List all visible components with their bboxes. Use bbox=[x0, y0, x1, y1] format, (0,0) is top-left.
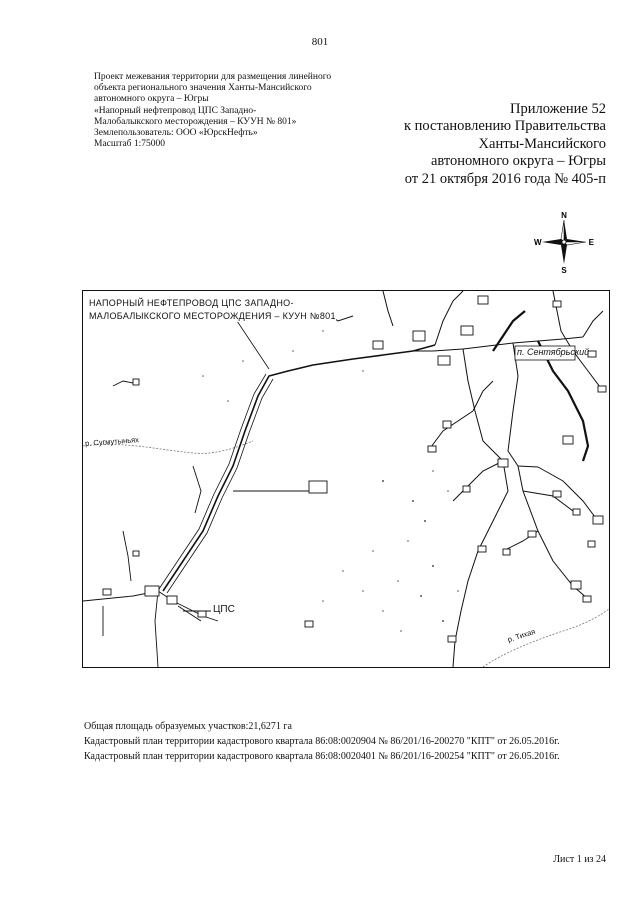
appendix-line: Приложение 52 bbox=[510, 101, 606, 117]
sheet-number: Лист 1 из 24 bbox=[553, 854, 606, 865]
footer-info bbox=[84, 720, 640, 764]
map-title-line: МАЛОБАЛЫКСКОГО МЕСТОРОЖДЕНИЯ – КУУН №801 bbox=[89, 310, 336, 321]
river-tikhaya-label: р. Тихая bbox=[506, 626, 537, 645]
settlement-roads bbox=[493, 311, 588, 461]
appendix-date: от 21 октября 2016 года № 405-п bbox=[404, 170, 606, 187]
project-info-line: Проект межевания территории для размещения линейного bbox=[94, 72, 332, 82]
compass-east-label: E bbox=[588, 238, 594, 247]
page-number: 801 bbox=[311, 36, 329, 48]
appendix-header bbox=[306, 101, 606, 188]
terrain-dots bbox=[202, 330, 459, 632]
project-info-line: автономного округа – Югры bbox=[94, 94, 209, 105]
compass-west-label: W bbox=[534, 238, 542, 247]
map-panel[interactable] bbox=[82, 290, 610, 668]
map-title-line: НАПОРНЫЙ НЕФТЕПРОВОД ЦПС ЗАПАДНО- bbox=[89, 298, 294, 308]
project-info-line: Малобалыкского месторождения – КУУН № 801» bbox=[94, 116, 297, 127]
appendix-line: Ханты-Мансийского bbox=[478, 135, 606, 152]
appendix-line: автономного округа – Югры bbox=[430, 153, 606, 170]
project-info-line: «Напорный нефтепровод ЦПС Западно- bbox=[94, 105, 257, 116]
river-tikhaya-line bbox=[483, 609, 609, 667]
compass-north-label: N bbox=[561, 211, 567, 220]
cps-label: ЦПС bbox=[213, 604, 235, 615]
total-area: Общая площадь образуемых участков:21,6271 га bbox=[84, 721, 292, 732]
appendix-line: к постановлению Правительства bbox=[404, 118, 606, 135]
river-sugmutynyakh-label: р. Сугмутыньях bbox=[84, 435, 140, 448]
project-info-line: объекта регионального значения Ханты-Мансийского bbox=[94, 83, 312, 94]
cps-lines bbox=[83, 381, 323, 667]
title-leader-line bbox=[233, 315, 269, 369]
project-info-line: Землепользователь: ООО «ЮрскНефть» bbox=[94, 128, 258, 139]
cadastral-plan-line: Кадастровый план территории кадастрового квартала 86:08:0020904 № 86/201/16-200270 "КПТ" от 26.05.2016г. bbox=[84, 735, 560, 747]
compass-south-label: S bbox=[561, 266, 567, 274]
scale-text: Масштаб 1:75000 bbox=[94, 139, 166, 150]
cadastral-plan-line: Кадастровый план территории кадастрового квартала 86:08:0020401 № 86/201/16-200254 "КПТ" от 26.05.2016г. bbox=[84, 750, 560, 762]
settlement-sentyabrsky-label: п. Сентябрьский bbox=[517, 347, 590, 357]
compass-rose-icon bbox=[532, 210, 596, 274]
pipeline-corridor bbox=[159, 345, 435, 593]
map-title bbox=[89, 297, 336, 322]
